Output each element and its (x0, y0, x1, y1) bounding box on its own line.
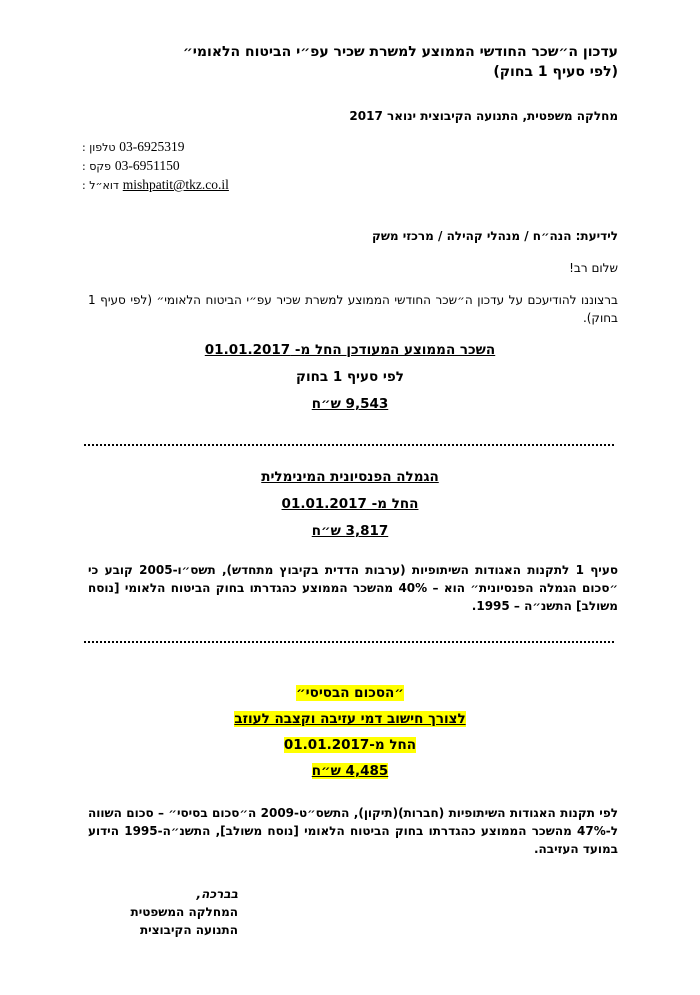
email-label: דוא״ל : (82, 179, 119, 192)
section2-amount: 3,817 ש״ח (311, 523, 389, 539)
separator-1 (84, 444, 614, 446)
signature-line-1: המחלקה המשפטית (130, 905, 238, 919)
phone-label: טלפון : (82, 141, 116, 154)
email-link[interactable]: mishpatit@tkz.co.il (122, 177, 229, 192)
section1-heading: השכר הממוצע המעודכן החל מ- 01.01.2017 (204, 342, 496, 358)
section3-date: החל מ-01.01.2017 (283, 737, 417, 753)
section2-date: החל מ- 01.01.2017 (281, 496, 419, 512)
phone-row (82, 139, 185, 155)
section3-amount: 4,485 ש״ח (311, 763, 389, 779)
intro-paragraph: ברצוננו להודיעכם על עדכון ה״שכר החודשי הממוצע למשרת שכיר עפ״י הביטוח הלאומי״ (לפי סעיף 1 בחוק). (88, 293, 618, 325)
recipients-line: לידיעת: הנה״ח / מנהלי קהילה / מרכזי משק (371, 229, 618, 243)
greeting: שלום רב! (569, 261, 618, 275)
fax-label: פקס : (82, 160, 112, 173)
section3-heading: ״הסכום הבסיסי״ (296, 685, 404, 701)
separator-2 (84, 641, 614, 643)
section2-heading: הגמלה הפנסיונית המינימלית (261, 469, 439, 485)
signature-block (131, 885, 239, 939)
section1-amount: 9,543 ש״ח (311, 396, 389, 412)
email-row (82, 177, 229, 193)
title-line-2: (לפי סעיף 1 בחוק) (493, 64, 618, 80)
signature-line-2: התנועה הקיבוצית (139, 923, 238, 937)
title-line-1: עדכון ה״שכר החודשי הממוצע למשרת שכיר עפ״י הביטוח הלאומי״ (182, 44, 618, 60)
signature-closing: בברכה, (196, 887, 238, 901)
section2-body: סעיף 1 לתקנות האגודות השיתופיות (ערבות הדדית בקיבוץ מתחדש), תשס״ו-2005 קובע כי ״סכום הגמלה הפנסיונית״ הוא – 40% מהשכר הממוצע כהגדרתו בחוק הביטוח הלאומי [נוסח משולב] התשנ״ה – 1995. (88, 563, 618, 613)
section3-body: לפי תקנות האגודות השיתופיות (חברות)(תיקון), התשס״ט-2009 ה״סכום בסיסי״ – סכום השווה ל-47% מהשכר הממוצע כהגדרתו בחוק הביטוח הלאומי [נוסח משולב], התשנ״ה-1995 הידוע במועד העזיבה. (88, 806, 619, 856)
document-title (58, 42, 618, 82)
fax-row (82, 158, 180, 174)
phone-value: 03-6925319 (119, 139, 185, 154)
department-line: מחלקה משפטית, התנועה הקיבוצית ינואר 2017 (349, 109, 618, 123)
fax-value: 03-6951150 (114, 158, 180, 173)
section3-subheading: לצורך חישוב דמי עזיבה וקצבה לעוזב (234, 711, 466, 727)
section1-subheading: לפי סעיף 1 בחוק (296, 369, 404, 385)
